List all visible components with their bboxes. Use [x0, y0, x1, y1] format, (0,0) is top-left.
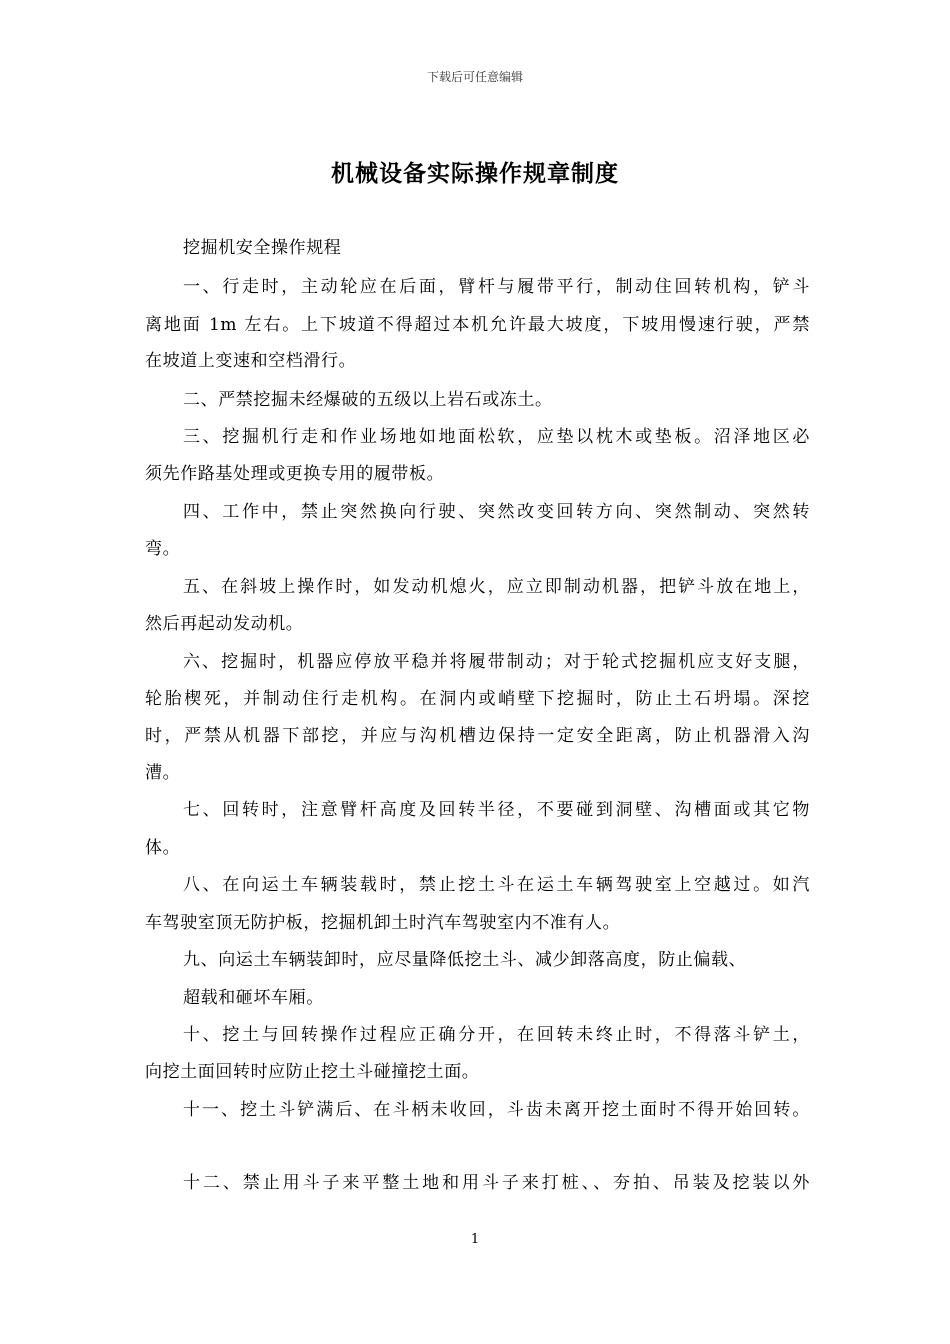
text-line: 离地面 1m 左右。上下坡道不得超过本机允许最大坡度，下坡用慢速行驶，严禁 — [145, 315, 810, 335]
text-line: 车驾驶室顶无防护板，挖掘机卸土时汽车驾驶室内不准有人。 — [145, 913, 621, 933]
document-title: 机械设备实际操作规章制度 — [331, 161, 619, 187]
header-note: 下载后可任意编辑 — [426, 70, 523, 84]
text-line: 六、挖掘时，机器应停放平稳并将履带制动；对于轮式挖掘机应支好支腿， — [183, 652, 810, 672]
text-line: 然后再起动发动机。 — [145, 614, 304, 634]
text-line: 七、回转时，注意臂杆高度及回转半径，不要碰到洞壁、沟槽面或其它物 — [183, 800, 810, 820]
text-line: 一、行走时，主动轮应在后面，臂杆与履带平行，制动住回转机构，铲斗 — [183, 277, 810, 297]
text-line: 须先作路基处理或更换专用的履带板。 — [145, 464, 445, 484]
section-heading: 挖掘机安全操作规程 — [183, 238, 342, 258]
text-line: 轮胎楔死，并制动住行走机构。在洞内或峭壁下挖掘时，防止土石坍塌。深挖 — [145, 689, 810, 709]
text-line: 超载和砸坏车厢。 — [183, 988, 324, 1008]
text-line: 漕。 — [145, 763, 181, 783]
text-line: 三、挖掘机行走和作业场地如地面松软，应垫以枕木或垫板。沼泽地区必 — [183, 427, 810, 447]
text-line: 五、在斜坡上操作时，如发动机熄火，应立即制动机器，把铲斗放在地上， — [183, 577, 810, 597]
text-line: 九、向运土车辆装卸时，应尽量降低挖土斗、减少卸落高度，防止偏载、 — [183, 950, 747, 970]
text-line: 十二、禁止用斗子来平整土地和用斗子来打桩、、夯拍、吊装及挖装以外 — [183, 1173, 810, 1193]
text-line: 二、严禁挖掘未经爆破的五级以上岩石或冻土。 — [183, 390, 553, 410]
text-line: 时，严禁从机器下部挖，并应与沟机槽边保持一定安全距离，防止机器滑入沟 — [145, 726, 810, 746]
text-line: 在坡道上变速和空档滑行。 — [145, 351, 357, 371]
text-line: 向挖土面回转时应防止挖土斗碰撞挖土面。 — [145, 1062, 480, 1082]
text-line: 四、工作中，禁止突然换向行驶、突然改变回转方向、突然制动、突然转 — [183, 502, 810, 522]
text-line: 弯。 — [145, 539, 181, 559]
text-line: 十一、挖土斗铲满后、在斗柄未收回，斗齿未离开挖土面时不得开始回转。 — [183, 1100, 810, 1120]
text-line: 十、挖土与回转操作过程应正确分开，在回转未终止时，不得落斗铲土， — [183, 1025, 810, 1045]
text-line: 八、在向运土车辆装载时，禁止挖土斗在运土车辆驾驶室上空越过。如汽 — [183, 875, 810, 895]
page-number: 1 — [470, 1232, 480, 1247]
text-line: 体。 — [145, 838, 181, 858]
